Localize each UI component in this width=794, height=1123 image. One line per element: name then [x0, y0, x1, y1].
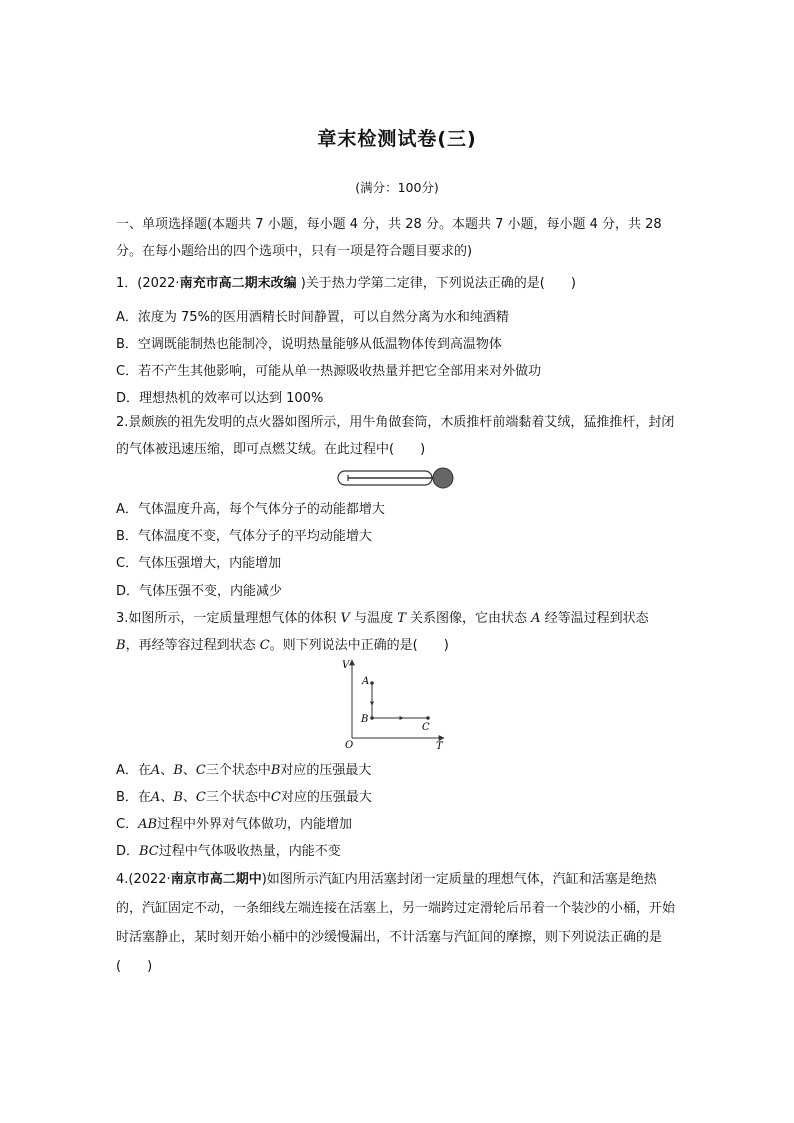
question-1-prefix: 1．(2022·: [116, 276, 180, 291]
opt-text: 、: [160, 790, 174, 805]
state-a-label: A: [362, 676, 370, 687]
question-2-option-b: B．气体温度不变，气体分子的平均动能增大: [116, 529, 372, 544]
question-1-option-a: A．浓度为 75%的医用酒精长时间静置，可以自然分离为水和纯酒精: [116, 310, 509, 325]
state-b-label: B: [361, 714, 369, 725]
q3-text-part: 。则下列说法中正确的是( ): [269, 638, 449, 653]
q3-text-part: 经等温过程到状态: [540, 611, 649, 626]
q3-text-part: 3.如图所示，一定质量理想气体的体积: [116, 611, 341, 626]
question-4-source: 南京市高二期中: [170, 872, 262, 887]
opt-text: B．在: [116, 790, 151, 805]
opt-text: 、: [182, 790, 196, 805]
opt-text: A．在: [116, 763, 151, 778]
question-4-stem: [116, 865, 681, 981]
page-title: 章末检测试卷(三): [317, 128, 477, 150]
opt-symbol: A: [150, 790, 161, 805]
opt-text: 、: [160, 763, 174, 778]
question-3-stem-line2: [116, 634, 686, 653]
question-1-stem: [116, 272, 686, 291]
opt-text: C．: [116, 817, 139, 832]
opt-text: 对应的压强最大: [280, 790, 372, 805]
origin-label: O: [345, 740, 354, 751]
question-2-option-a: A．气体温度升高，每个气体分子的动能都增大: [116, 502, 385, 517]
piston-handle: [433, 468, 453, 488]
question-2-option-c: C．气体压强增大，内能增加: [116, 556, 282, 571]
v-axis-label: V: [342, 660, 350, 671]
q3-text-part: ，再经等容过程到状态: [125, 638, 260, 653]
opt-text: 三个状态中: [205, 790, 271, 805]
opt-symbol: B: [173, 763, 183, 778]
question-1-source: 南充市高二期末改编: [179, 276, 297, 291]
question-1-option-b: B．空调既能制热也能制冷，说明热量能够从低温物体传到高温物体: [116, 337, 502, 352]
question-4-prefix: 4.(2022·: [116, 872, 171, 887]
q3-symbol-t: T: [397, 611, 406, 626]
opt-text: 对应的压强最大: [280, 763, 372, 778]
question-3-stem-line1: [116, 607, 686, 626]
opt-symbol: C: [270, 790, 281, 805]
q3-symbol-a: A: [531, 611, 541, 626]
fire-piston-figure: [336, 468, 456, 490]
opt-symbol: C: [195, 763, 206, 778]
state-a-point: [370, 681, 374, 685]
q3-symbol-v: V: [340, 611, 350, 626]
opt-text: 三个状态中: [205, 763, 271, 778]
q3-symbol-b: B: [116, 638, 126, 653]
opt-symbol: A: [150, 763, 161, 778]
question-1-option-d: D．理想热机的效率可以达到 100%: [116, 391, 324, 406]
question-3-option-c: [116, 813, 352, 832]
question-2-option-d: D．气体压强不变，内能减少: [116, 584, 283, 599]
section-heading-line2: 分。在每小题给出的四个选项中，只有一项是符合题目要求的): [116, 244, 473, 259]
state-c-label: C: [422, 722, 430, 733]
t-axis-label: T: [436, 741, 443, 752]
section-heading-line1: 一、单项选择题(本题共 7 小题，每小题 4 分，共 28 分。本题共 7 小题，每小题 4 分，共 28: [116, 217, 662, 232]
question-3-option-a: [116, 759, 371, 778]
question-1-text: )关于热力学第二定律，下列说法正确的是( ): [296, 276, 576, 291]
question-3-option-b: [116, 786, 372, 805]
question-1-option-c: C．若不产生其他影响，可能从单一热源吸收热量并把它全部用来对外做功: [116, 364, 542, 379]
opt-text: D．: [116, 844, 140, 859]
opt-text: 过程中外界对气体做功，内能增加: [157, 817, 353, 832]
q3-text-part: 与温度: [349, 611, 398, 626]
state-b-point: [370, 716, 374, 720]
question-3-option-d: [116, 840, 341, 859]
opt-text: 、: [182, 763, 196, 778]
opt-symbol: B: [173, 790, 183, 805]
q3-text-part: 关系图像，它由状态: [405, 611, 532, 626]
opt-text: 过程中气体吸收热量，内能不变: [158, 844, 341, 859]
opt-symbol: BC: [139, 844, 159, 859]
opt-symbol: AB: [138, 817, 158, 832]
vt-graph-figure: [336, 656, 452, 752]
q3-symbol-c: C: [259, 638, 270, 653]
opt-symbol: C: [195, 790, 206, 805]
score-note: (满分：100分): [355, 180, 439, 195]
question-4-text: )如图所示汽缸内用活塞封闭一定质量的理想气体，汽缸和活塞是绝热的，汽缸固定不动，一条细线左端连接在活塞上，另一端跨过定滑轮后吊着一个装沙的小桶，开始时活塞静止，某时刻开始小桶中的沙缓慢漏出，不计活塞与汽缸间的摩擦，则下列说法正确的是( ): [116, 872, 676, 974]
question-2-stem: 2.景颇族的祖先发明的点火器如图所示，用牛角做套筒，木质推杆前端黏着艾绒，猛推推杆，封闭的气体被迅速压缩，即可点燃艾绒。在此过程中( ): [116, 415, 675, 457]
state-c-point: [426, 716, 430, 720]
opt-symbol: B: [270, 763, 281, 778]
